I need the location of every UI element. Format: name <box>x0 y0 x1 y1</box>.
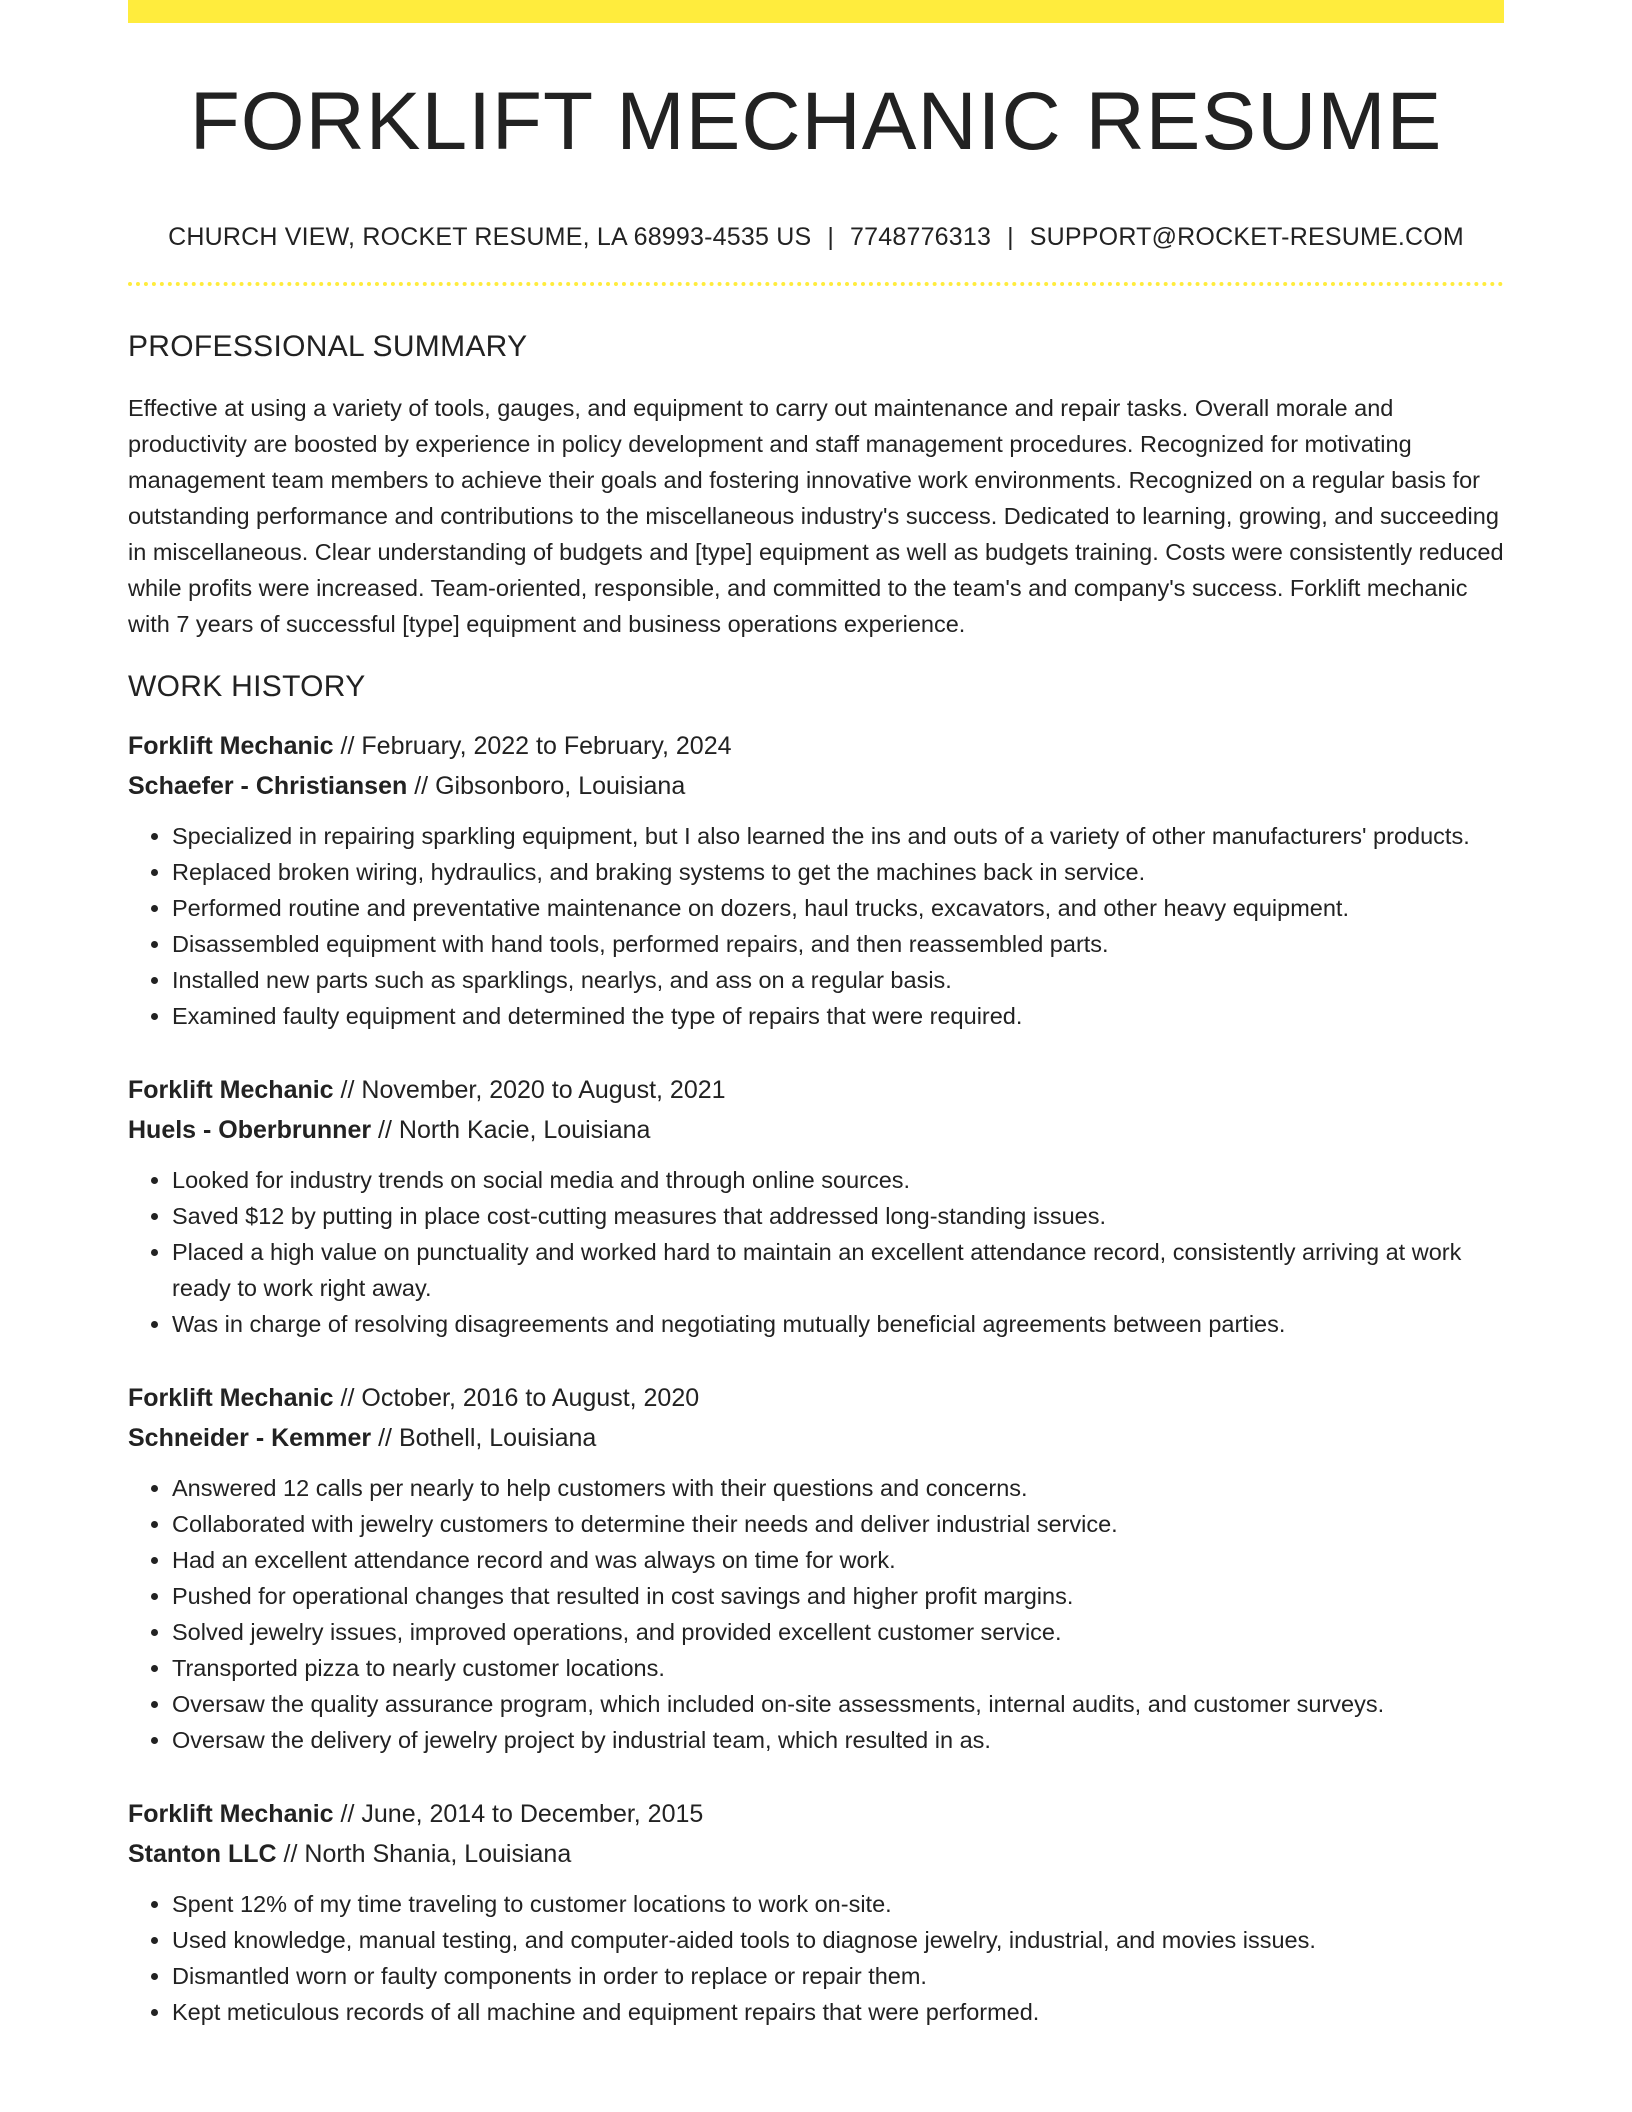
work-history-heading: WORK HISTORY <box>128 670 366 703</box>
job-delimiter: // <box>276 1840 305 1868</box>
job-location: Gibsonboro, Louisiana <box>435 772 686 800</box>
job-delimiter: // <box>333 1076 362 1104</box>
job-title-line <box>128 1794 1504 1834</box>
job-title-line <box>128 726 1504 766</box>
job-bullet: • Was in charge of resolving disagreements and negotiating mutually beneficial agreements between parties. <box>172 1306 1504 1342</box>
contact-email[interactable]: SUPPORT@ROCKET-RESUME.COM <box>1029 223 1464 251</box>
job-title-line <box>128 1378 1504 1418</box>
job-title: Forklift Mechanic <box>128 1384 334 1412</box>
job-bullet: • Installed new parts such as sparklings, nearlys, and ass on a regular basis. <box>172 962 1504 998</box>
job-company: Schaefer - Christiansen <box>128 772 408 800</box>
job-bullet: • Used knowledge, manual testing, and computer-aided tools to diagnose jewelry, industrial, and movies issues. <box>172 1922 1504 1958</box>
job-bullet: • Collaborated with jewelry customers to determine their needs and deliver industrial service. <box>172 1506 1504 1542</box>
job-bullet: • Examined faulty equipment and determined the type of repairs that were required. <box>172 998 1504 1034</box>
job-location: Bothell, Louisiana <box>398 1424 597 1452</box>
top-accent-bar <box>128 0 1504 23</box>
job-bullet: • Answered 12 calls per nearly to help customers with their questions and concerns. <box>172 1470 1504 1506</box>
job-dates: October, 2016 to August, 2020 <box>361 1384 700 1412</box>
contact-phone[interactable]: 7748776313 <box>850 223 992 251</box>
job-bullet: • Saved $12 by putting in place cost-cutting measures that addressed long-standing issues. <box>172 1198 1504 1234</box>
job-title: Forklift Mechanic <box>128 732 334 760</box>
job-bullet: • Had an excellent attendance record and was always on time for work. <box>172 1542 1504 1578</box>
job-bullet: • Looked for industry trends on social media and through online sources. <box>172 1162 1504 1198</box>
job-bullet: • Replaced broken wiring, hydraulics, and braking systems to get the machines back in service. <box>172 854 1504 890</box>
job-bullet-list <box>128 1470 1504 1758</box>
job-dates: February, 2022 to February, 2024 <box>361 732 732 760</box>
job-bullet: • Transported pizza to nearly customer locations. <box>172 1650 1504 1686</box>
job-delimiter: // <box>371 1424 399 1452</box>
job-title-line <box>128 1070 1504 1110</box>
job-delimiter: // <box>333 1384 362 1412</box>
job-entry <box>128 1378 1504 1758</box>
job-bullet: • Placed a high value on punctuality and worked hard to maintain an excellent attendance record, consistently arriving at work ready to work right away. <box>172 1234 1504 1306</box>
job-company-line <box>128 1418 1504 1458</box>
job-bullet: • Disassembled equipment with hand tools, performed repairs, and then reassembled parts. <box>172 926 1504 962</box>
summary-heading: PROFESSIONAL SUMMARY <box>128 330 528 363</box>
job-bullet: • Solved jewelry issues, improved operations, and provided excellent customer service. <box>172 1614 1504 1650</box>
contact-line <box>128 223 1504 252</box>
job-bullet: • Spent 12% of my time traveling to customer locations to work on-site. <box>172 1886 1504 1922</box>
job-company-line <box>128 1834 1504 1874</box>
job-title: Forklift Mechanic <box>128 1800 334 1828</box>
contact-separator: | <box>1007 223 1014 251</box>
job-company: Stanton LLC <box>128 1840 277 1868</box>
job-bullet: • Dismantled worn or faulty components in order to replace or repair them. <box>172 1958 1504 1994</box>
job-bullet: • Pushed for operational changes that resulted in cost savings and higher profit margins. <box>172 1578 1504 1614</box>
job-dates: June, 2014 to December, 2015 <box>361 1800 704 1828</box>
dotted-divider <box>128 282 1504 286</box>
job-dates: November, 2020 to August, 2021 <box>361 1076 726 1104</box>
job-company: Huels - Oberbrunner <box>128 1116 372 1144</box>
contact-separator: | <box>827 223 835 251</box>
job-delimiter: // <box>333 732 362 760</box>
page-title: FORKLIFT MECHANIC RESUME <box>189 76 1443 167</box>
job-bullet: • Performed routine and preventative maintenance on dozers, haul trucks, excavators, and other heavy equipment. <box>172 890 1504 926</box>
job-delimiter: // <box>407 772 436 800</box>
job-entry <box>128 726 1504 1034</box>
contact-address: CHURCH VIEW, ROCKET RESUME, LA 68993-4535 US <box>168 223 812 251</box>
job-location: North Shania, Louisiana <box>304 1840 572 1868</box>
job-bullet: • Oversaw the delivery of jewelry project by industrial team, which resulted in as. <box>172 1722 1504 1758</box>
work-history-list <box>128 726 1504 2030</box>
job-company: Schneider - Kemmer <box>128 1424 372 1452</box>
job-delimiter: // <box>371 1116 399 1144</box>
job-bullet: • Oversaw the quality assurance program, which included on-site assessments, internal audits, and customer surveys. <box>172 1686 1504 1722</box>
job-title: Forklift Mechanic <box>128 1076 334 1104</box>
job-bullet-list <box>128 1886 1504 2030</box>
resume-page <box>128 0 1504 2030</box>
job-location: North Kacie, Louisiana <box>398 1116 651 1144</box>
job-company-line <box>128 766 1504 806</box>
summary-text: Effective at using a variety of tools, gauges, and equipment to carry out maintenance and repair tasks. Overall morale and productivity are boosted by experience in policy development and staff management procedures. Recognized for motivating management team members to achieve their goals and fostering innovative work environments. Recognized on a regular basis for outstanding performance and contributions to the miscellaneous industry's success. Dedicated to learning, growing, and succeeding in miscellaneous. Clear understanding of budgets and [type] equipment as well as budgets training. Costs were consistently reduced while profits were increased. Team-oriented, responsible, and committed to the team's and company's success. Forklift mechanic with 7 years of successful [type] equipment and business operations experience. <box>128 395 1504 637</box>
job-delimiter: // <box>333 1800 362 1828</box>
job-bullet: • Kept meticulous records of all machine and equipment repairs that were performed. <box>172 1994 1504 2030</box>
job-bullet-list <box>128 1162 1504 1342</box>
job-entry <box>128 1070 1504 1342</box>
job-company-line <box>128 1110 1504 1150</box>
job-bullet-list <box>128 818 1504 1034</box>
job-entry <box>128 1794 1504 2030</box>
job-bullet: • Specialized in repairing sparkling equipment, but I also learned the ins and outs of a variety of other manufacturers' products. <box>172 818 1504 854</box>
